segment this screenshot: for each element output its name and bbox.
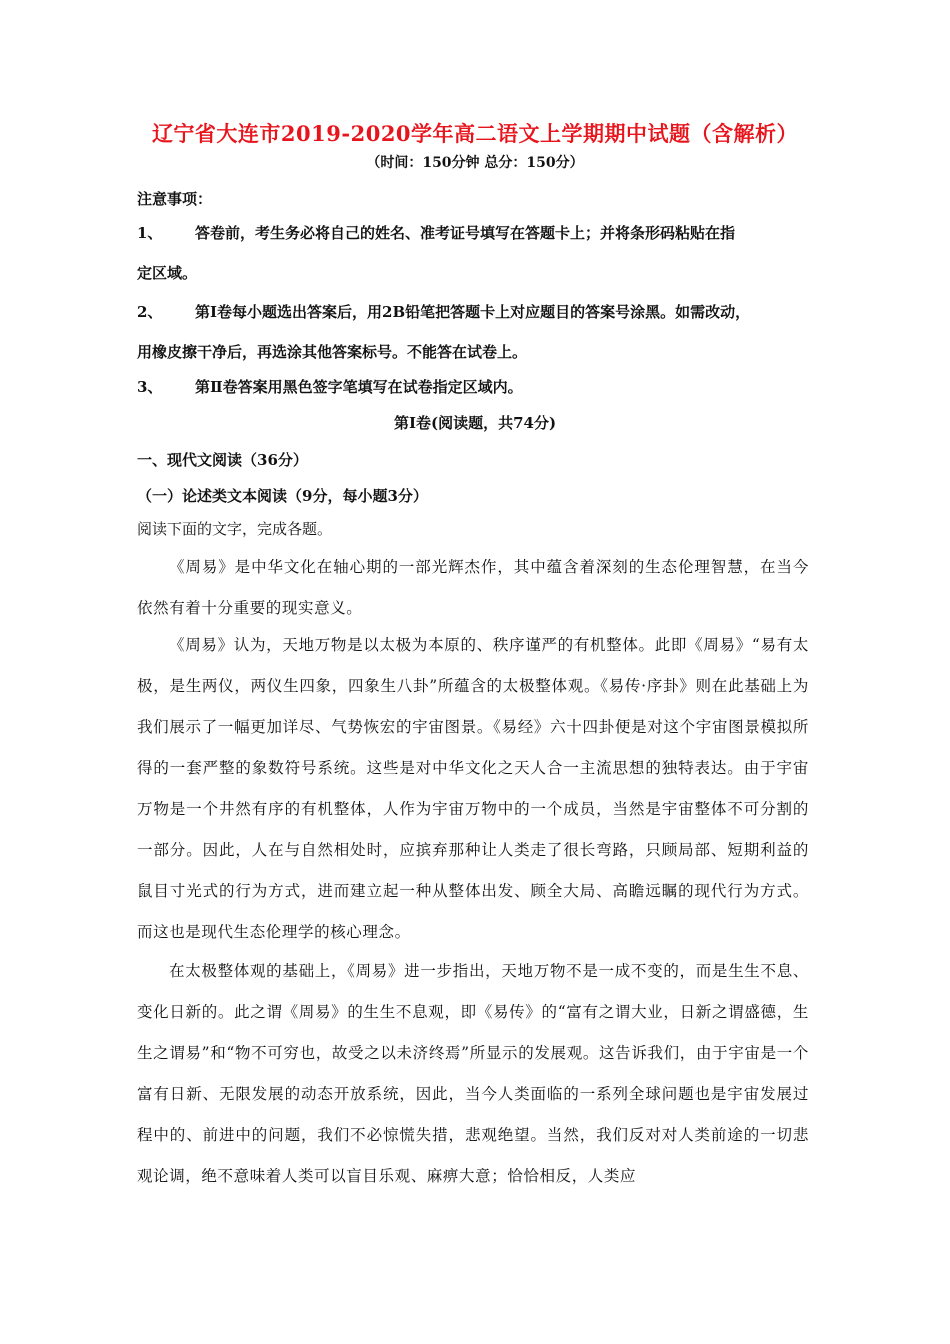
- section-heading: 一、现代文阅读（36分）: [137, 451, 308, 469]
- exam-time-info: （时间：150分钟 总分：150分）: [366, 155, 584, 171]
- notice-item-2-cont: 用橡皮擦干净后，再选涂其他答案标号。不能答在试卷上。: [137, 343, 528, 361]
- part-heading: 第Ⅰ卷(阅读题，共74分): [393, 414, 557, 432]
- reading-paragraph-1: [137, 547, 809, 629]
- notice-number: 3、: [137, 378, 163, 396]
- paragraph-text: 在太极整体观的基础上，《周易》进一步指出，天地万物不是一成不变的，而是生生不息、变化日新的。此之谓《周易》的生生不息观，即《易传》的“富有之谓大业，日新之谓盛德，生生之谓易”和“物不可穷也，故受之以未济终焉”所显示的发展观。这告诉我们，由于宇宙是一个富有日新、无限发展的动态开放系统，因此，当今人类面临的一系列全球问题也是宇宙发展过程中的、前进中的问题，我们不必惊慌失措，悲观绝望。当然，我们反对对人类前途的一切悲观论调，绝不意味着人类可以盲目乐观、麻痹大意；恰恰相反，人类应: [137, 962, 809, 1185]
- notice-text: 答卷前，考生务必将自己的姓名、准考证号填写在答题卡上；并将条形码粘贴在指: [195, 224, 736, 242]
- notice-number: 2、: [137, 303, 163, 321]
- paragraph-text: 《周易》是中华文化在轴心期的一部光辉杰作，其中蕴含着深刻的生态伦理智慧，在当今依然有着十分重要的现实意义。: [137, 558, 809, 617]
- reading-paragraph-3: [137, 951, 809, 1197]
- notice-text: 第Ⅱ卷答案用黑色签字笔填写在试卷指定区域内。: [195, 378, 523, 396]
- notice-item-2: [137, 301, 750, 322]
- reading-instruction: 阅读下面的文字，完成各题。: [137, 520, 333, 538]
- notice-text: 第Ⅰ卷每小题选出答案后，用2B铅笔把答题卡上对应题目的答案号涂黑。如需改动，: [195, 303, 751, 321]
- reading-paragraph-2: [137, 625, 809, 953]
- subsection-heading: （一）论述类文本阅读（9分，每小题3分）: [137, 487, 428, 505]
- notice-item-1-cont: 定区域。: [137, 264, 198, 282]
- notice-number: 1、: [137, 224, 163, 242]
- notice-item-3: [137, 376, 523, 397]
- notice-item-1: [137, 222, 735, 243]
- document-title: 辽宁省大连市2019-2020学年高二语文上学期期中试题（含解析）: [151, 121, 799, 146]
- paragraph-text: 《周易》认为，天地万物是以太极为本原的、秩序谨严的有机整体。此即《周易》“易有太极，是生两仪，两仪生四象，四象生八卦”所蕴含的太极整体观。《易传·序卦》则在此基础上为我们展示了一幅更加详尽、气势恢宏的宇宙图景。《易经》六十四卦便是对这个宇宙图景模拟所得的一套严整的象数符号系统。这些是对中华文化之天人合一主流思想的独特表达。由于宇宙万物是一个井然有序的有机整体，人作为宇宙万物中的一个成员，当然是宇宙整体不可分割的一部分。因此，人在与自然相处时，应摈弃那种让人类走了很长弯路，只顾局部、短期利益的鼠目寸光式的行为方式，进而建立起一种从整体出发、顾全大局、高瞻远瞩的现代行为方式。而这也是现代生态伦理学的核心理念。: [137, 636, 809, 941]
- notice-heading: 注意事项：: [137, 190, 213, 208]
